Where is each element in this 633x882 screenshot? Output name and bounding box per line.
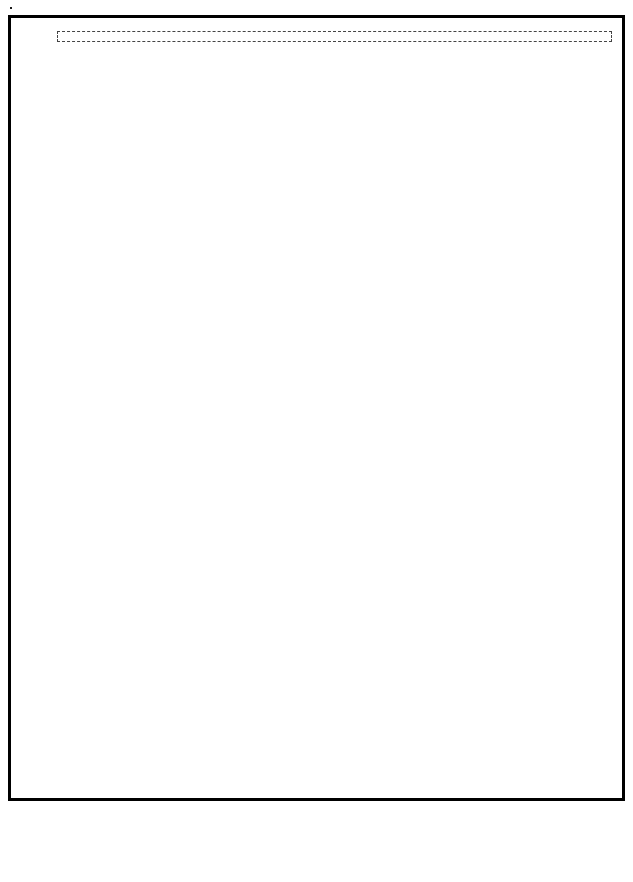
order-of-service-box — [8, 15, 625, 801]
collect-prayer-box — [57, 31, 612, 42]
header-title-row — [10, 6, 625, 9]
header — [0, 0, 633, 9]
service-title — [10, 6, 12, 9]
